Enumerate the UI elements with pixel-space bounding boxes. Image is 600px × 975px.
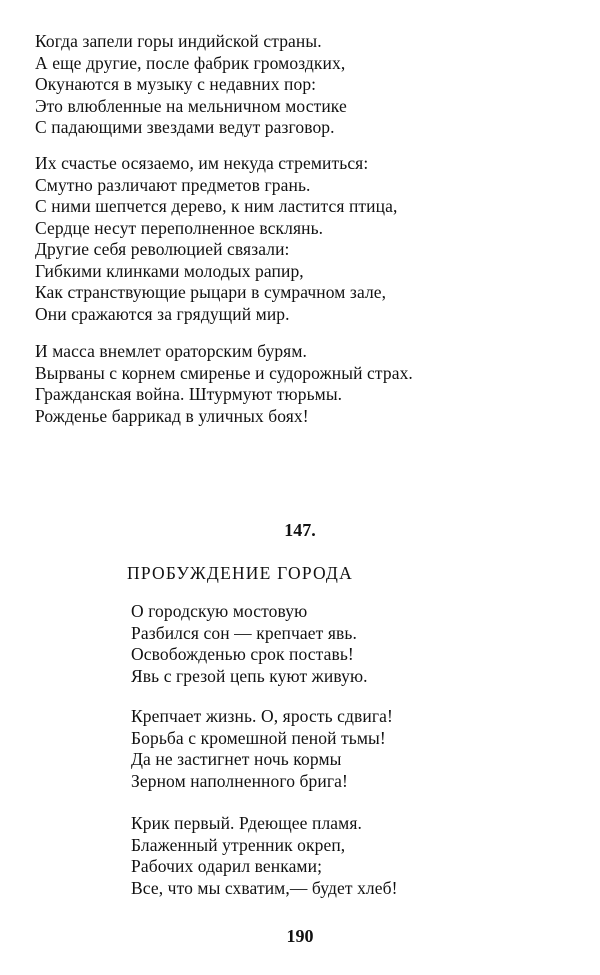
verse-line: Да не застигнет ночь кормы (131, 749, 342, 769)
verse-line: Гибкими клинками молодых рапир, (35, 260, 304, 281)
stanza (35, 31, 347, 139)
verse-line: С падающими звездами ведут разговор. (35, 117, 335, 137)
verse-line: Как странствующие рыцари в сумрачном зале, (35, 282, 387, 302)
verse-line: Рожденье баррикад в уличных боях! (35, 405, 309, 426)
verse-line: Крепчает жизнь. О, ярость сдвига! (131, 706, 393, 726)
verse-line: Окунаются в музыку с недавних пор: (35, 74, 317, 94)
verse-line: Зерном наполненного брига! (131, 770, 348, 791)
verse-line: Блаженный утренник окреп, (131, 834, 346, 855)
stanza (35, 153, 397, 325)
verse-line: Сердце несут переполненное всклянь. (35, 217, 324, 238)
stanza (131, 706, 393, 792)
verse-line: Они сражаются за грядущий мир. (35, 303, 290, 324)
verse-line: Когда запели горы индийской страны. (35, 31, 322, 51)
poem-number: 147. (284, 520, 316, 540)
verse-line: И масса внемлет ораторским бурям. (35, 341, 307, 361)
verse-line: Вырваны с корнем смиренье и судорожный страх. (35, 362, 413, 383)
verse-line: А еще другие, после фабрик громоздких, (35, 52, 346, 73)
verse-line: Это влюбленные на мельничном мостике (35, 95, 347, 116)
verse-line: Все, что мы схватим,— будет хлеб! (131, 877, 398, 898)
page-number: 190 (286, 926, 314, 946)
verse-line: Гражданская война. Штурмуют тюрьмы. (35, 384, 343, 404)
stanza (35, 341, 413, 427)
verse-line: Их счастье осязаемо, им некуда стремиться: (35, 153, 369, 173)
verse-line: Рабочих одарил венками; (131, 856, 323, 876)
stanza (131, 601, 368, 687)
verse-line: Явь с грезой цепь куют живую. (131, 665, 368, 686)
verse-line: Другие себя революцией связали: (35, 239, 290, 259)
verse-line: С ними шепчется дерево, к ним ластится птица, (35, 196, 398, 216)
stanza (131, 813, 398, 899)
verse-line: Крик первый. Рдеющее пламя. (131, 813, 362, 833)
verse-line: Смутно различают предметов грань. (35, 174, 311, 195)
verse-line: Освобожденью срок поставь! (131, 644, 354, 664)
verse-line: Борьба с кромешной пеной тьмы! (131, 727, 386, 748)
verse-line: О городскую мостовую (131, 601, 308, 621)
poem-title: ПРОБУЖДЕНИЕ ГОРОДА (127, 563, 353, 583)
verse-line: Разбился сон — крепчает явь. (131, 622, 357, 643)
